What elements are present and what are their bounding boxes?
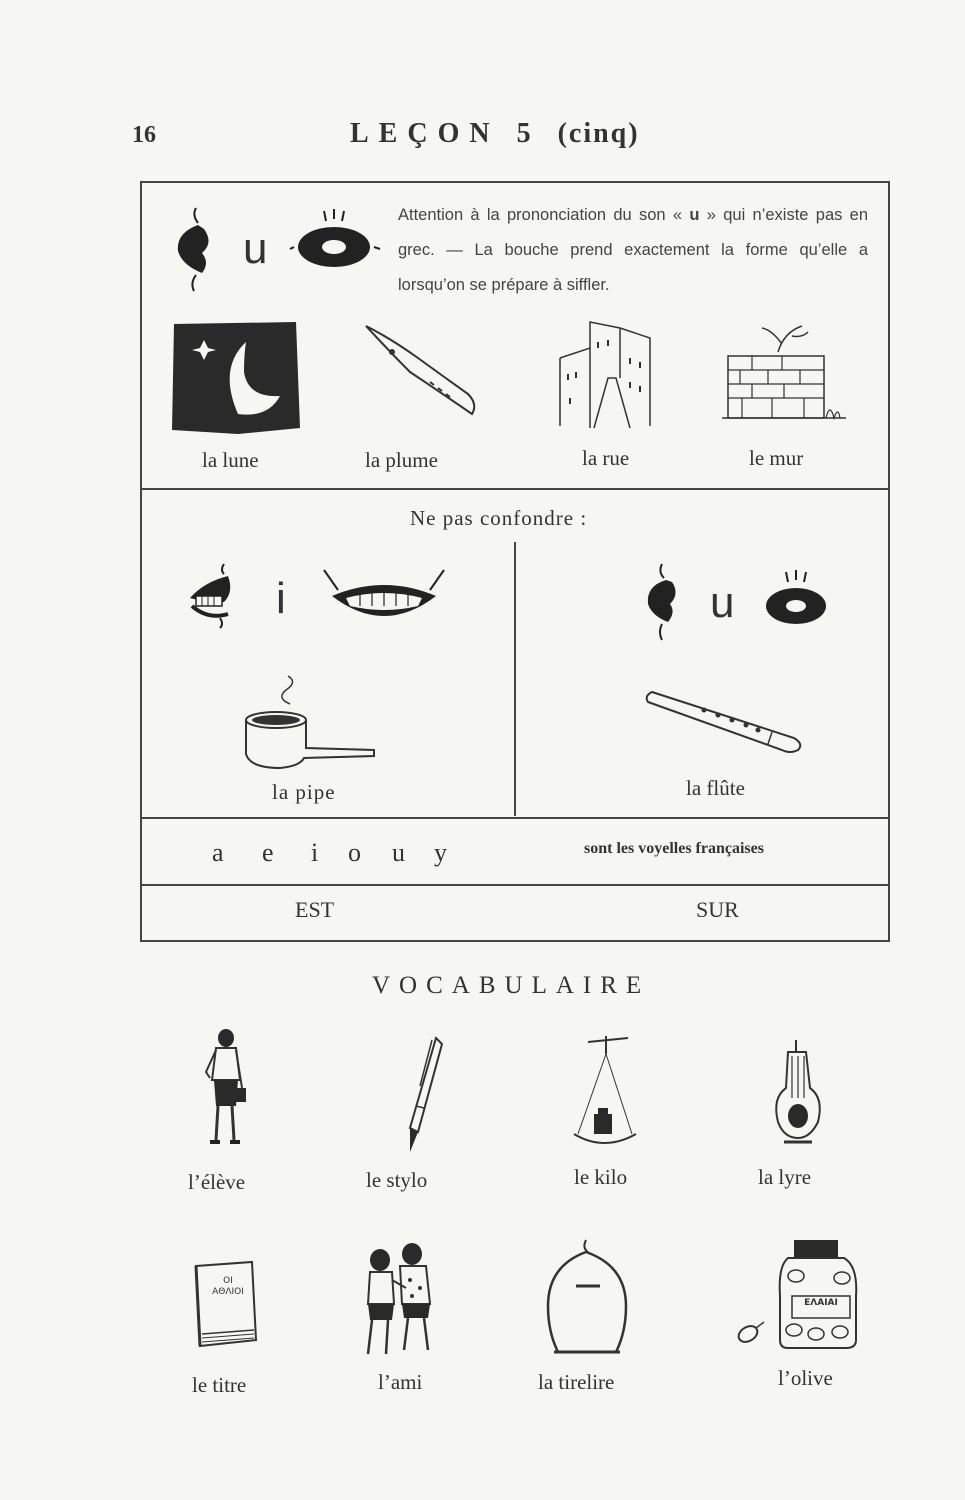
caption-lyre: la lyre [758, 1165, 812, 1189]
caption-pipe: la pipe [272, 780, 336, 804]
caption-mur: le mur [749, 446, 804, 470]
book-title-line: ΑΘΛΙΟΙ [212, 1287, 244, 1297]
lesson-subtitle: (cinq) [557, 118, 640, 149]
olive-jar-icon [734, 1236, 864, 1356]
note-text: Attention à la prononciation du son « [398, 206, 683, 224]
piggy-bank-icon [542, 1236, 632, 1356]
vowel-letter: u [392, 838, 405, 867]
caption-rue: la rue [582, 446, 630, 470]
vowel-letter: o [348, 838, 361, 867]
pen-nib-icon [360, 322, 480, 422]
note-text: » qui n’existe pas en grec. — La bouche prend exactement la forme qu’elle a lorsqu’on se prépare à siffler. [398, 206, 869, 294]
lips-profile-icon [168, 203, 228, 293]
caption-titre: le titre [192, 1373, 247, 1397]
book-title-line: ΟΙ [223, 1276, 233, 1286]
caption-flute: la flûte [686, 776, 745, 800]
letter-i: i [276, 574, 286, 623]
lyre-icon [770, 1038, 826, 1150]
vowel-letter: y [434, 838, 447, 867]
friends-icon [356, 1240, 440, 1362]
lips-front-icon [290, 205, 380, 285]
smile-profile-icon [184, 562, 240, 630]
wall-icon [722, 322, 846, 426]
lesson-title [350, 118, 640, 150]
letter-u: u [243, 224, 268, 273]
caption-lune: la lune [202, 448, 259, 472]
scale-icon [568, 1034, 640, 1154]
caption-olive: l’olive [778, 1366, 833, 1390]
page-number: 16 [132, 122, 156, 148]
moon-icon [168, 318, 302, 436]
caption-stylo: le stylo [366, 1168, 428, 1192]
vowel-letter: i [311, 838, 319, 867]
lips-profile-icon [640, 562, 692, 642]
word-sur: SUR [696, 897, 739, 922]
lips-front-icon [758, 568, 834, 638]
pipe-icon [240, 672, 380, 772]
book-icon [192, 1260, 260, 1348]
caption-ami: l’ami [378, 1370, 423, 1394]
divider-line [140, 884, 890, 886]
vocabulary-title: VOCABULAIRE [372, 972, 651, 999]
confondre-heading: Ne pas confondre : [410, 506, 588, 530]
vowel-letter: a [212, 838, 224, 867]
letter-u-right: u [710, 578, 735, 627]
vowels-label: sont les voyelles françaises [584, 840, 764, 857]
caption-eleve: l’élève [188, 1170, 246, 1194]
lesson-title-main: LEÇON 5 [350, 118, 541, 149]
caption-plume: la plume [365, 448, 438, 472]
caption-kilo: le kilo [574, 1165, 628, 1189]
pupil-icon [198, 1028, 250, 1152]
divider-line [140, 817, 890, 819]
vowel-letter: e [262, 838, 274, 867]
fountain-pen-icon [406, 1036, 446, 1156]
column-divider [514, 542, 516, 816]
word-est: EST [295, 897, 335, 922]
flute-icon [644, 686, 806, 756]
pronunciation-note [398, 198, 868, 303]
note-sound: u [689, 206, 700, 224]
caption-tirelire: la tirelire [538, 1370, 615, 1394]
street-icon [550, 318, 662, 428]
divider-line [140, 488, 890, 490]
smile-front-icon [320, 566, 448, 634]
jar-label: ΕΛΑΙΑΙ [804, 1298, 838, 1308]
